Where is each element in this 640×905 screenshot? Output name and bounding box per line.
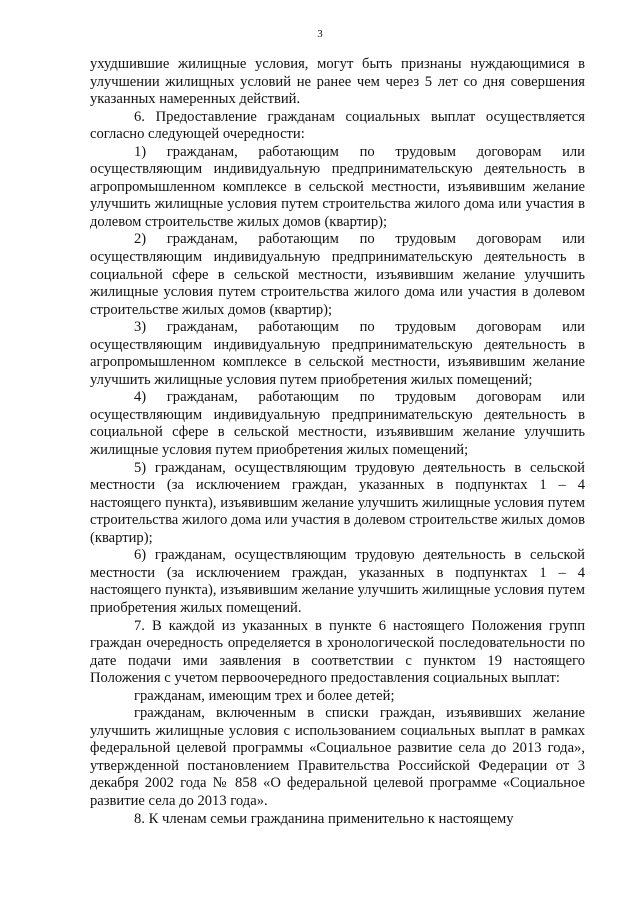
paragraph-priority-1: гражданам, имеющим трех и более детей; <box>134 687 395 704</box>
document-body <box>90 56 585 828</box>
paragraph-subitem-2: 2) гражданам, работающим по трудовым договорам или осуществляющим индивидуальную предпринимательскую деятельность в социальной сфере в сельской местности, изъявившим желание улучшить жилищные условия путем строительства жилого дома или участия в долевом строительстве жилых домов (квартир); <box>90 231 585 318</box>
paragraph-priority-2: гражданам, включенным в списки граждан, изъявивших желание улучшить жилищные условия с использованием социальных выплат в рамках федеральной целевой программы «Социальное развитие села до 2013 года», утвержденной постановлением Правительства Российской Федерации от 3 декабря 2002 года № 858 «О федеральной целевой программе «Социальное развитие села до 2013 года». <box>90 705 585 809</box>
paragraph-subitem-3: 3) гражданам, работающим по трудовым договорам или осуществляющим индивидуальную предпринимательскую деятельность в агропромышленном комплексе в сельской местности, изъявившим желание улучшить жилищные условия путем приобретения жилых помещений; <box>90 319 585 388</box>
paragraph-item-6: 6. Предоставление гражданам социальных выплат осуществляется согласно следующей очередности: <box>90 108 585 143</box>
page-number: 3 <box>317 28 323 40</box>
paragraph-subitem-6: 6) гражданам, осуществляющим трудовую деятельность в сельской местности (за исключением граждан, указанных в подпунктах 1 – 4 настоящего пункта), изъявившим желание улучшить жилищные условия путем приобретения жилых помещений. <box>90 547 585 616</box>
paragraph-subitem-1: 1) гражданам, работающим по трудовым договорам или осуществляющим индивидуальную предпринимательскую деятельность в агропромышленном комплексе в сельской местности, изъявившим желание улучшить жилищные условия путем строительства жилого дома или участия в долевом строительстве жилых домов (квартир); <box>90 143 585 230</box>
paragraph-item-8: 8. К членам семьи гражданина применительно к настоящему <box>134 810 514 827</box>
paragraph-item-7: 7. В каждой из указанных в пункте 6 настоящего Положения групп граждан очередность определяется в хронологической последовательности по дате подачи ими заявления в соответствии с пунктом 19 настоящего Положения с учетом первоочередного предоставления социальных выплат: <box>90 617 585 687</box>
paragraph-subitem-4: 4) гражданам, работающим по трудовым договорам или осуществляющим индивидуальную предпринимательскую деятельность в социальной сфере в сельской местности, изъявившим желание улучшить жилищные условия путем приобретения жилых помещений; <box>90 389 585 459</box>
paragraph-continuation: ухудшившие жилищные условия, могут быть признаны нуждающимися в улучшении жилищных условий не ранее чем через 5 лет со дня совершения указанных намеренных действий. <box>90 56 585 108</box>
paragraph-subitem-5: 5) гражданам, осуществляющим трудовую деятельность в сельской местности (за исключением граждан, указанных в подпунктах 1 – 4 настоящего пункта), изъявившим желание улучшить жилищные условия путем строительства жилого дома или участия в долевом строительстве жилых домов (квартир); <box>90 459 585 546</box>
